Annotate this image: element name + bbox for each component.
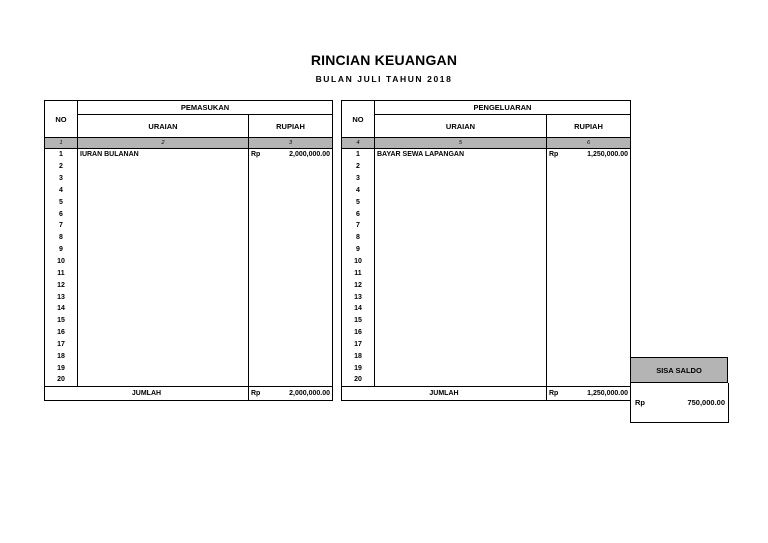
row-amount-cell [547,256,631,268]
row-description [375,350,547,362]
no-header: NO [45,101,78,138]
table-row [342,279,631,291]
row-description [78,291,249,303]
currency-label: Rp [549,151,559,159]
row-amount-cell [547,350,631,362]
row-description [375,374,547,386]
row-number: 19 [342,362,375,374]
table-row [45,267,333,279]
table-row [45,232,333,244]
total-amount: 1,250,000.00 [587,389,628,397]
row-amount-cell [547,315,631,327]
row-description [78,315,249,327]
row-amount-cell [547,267,631,279]
row-amount-cell [249,244,333,256]
row-amount-cell [249,161,333,173]
row-description [375,315,547,327]
table-row [342,256,631,268]
row-number: 11 [342,267,375,279]
row-number: 15 [45,315,78,327]
row-description [78,350,249,362]
row-description [78,267,249,279]
expense-section-header: PENGELUARAN [375,101,631,115]
row-amount-cell [547,149,631,161]
row-number: 2 [342,161,375,173]
table-row [342,327,631,339]
row-number: 19 [45,362,78,374]
row-number: 5 [342,196,375,208]
row-number: 17 [342,339,375,351]
row-number: 14 [342,303,375,315]
row-number: 3 [342,173,375,185]
row-description [78,208,249,220]
row-amount-cell [547,374,631,386]
row-description [375,267,547,279]
table-row [342,161,631,173]
row-number: 20 [45,374,78,386]
row-amount: 1,250,000.00 [587,151,628,159]
table-row [45,315,333,327]
row-number: 7 [45,220,78,232]
row-amount-cell [547,208,631,220]
income-table [44,100,333,401]
row-amount-cell [249,279,333,291]
column-index: 5 [375,138,547,149]
row-amount-cell [249,232,333,244]
table-row [45,303,333,315]
row-number: 17 [45,339,78,351]
row-number: 2 [45,161,78,173]
row-description [375,327,547,339]
balance-label: SISA SALDO [630,357,728,383]
row-amount-cell [249,256,333,268]
row-number: 10 [342,256,375,268]
column-index: 3 [249,138,333,149]
row-description [375,220,547,232]
row-number: 4 [45,185,78,197]
row-amount-cell [249,303,333,315]
row-number: 8 [342,232,375,244]
row-amount-cell [249,362,333,374]
row-amount-cell [249,185,333,197]
row-number: 12 [342,279,375,291]
table-row [45,350,333,362]
row-amount-cell [249,267,333,279]
currency-label: Rp [635,398,645,407]
table-row [342,315,631,327]
row-amount-cell [249,173,333,185]
table-row [45,196,333,208]
row-number: 10 [45,256,78,268]
row-amount-cell [547,362,631,374]
row-amount-cell [249,149,333,161]
row-description [375,362,547,374]
table-row [342,291,631,303]
row-amount-cell [249,327,333,339]
no-header: NO [342,101,375,138]
currency-label: Rp [251,151,261,159]
table-row [45,362,333,374]
page-subtitle: BULAN JULI TAHUN 2018 [315,74,453,84]
table-row [342,244,631,256]
row-number: 5 [45,196,78,208]
total-label: JUMLAH [45,386,249,400]
table-row [45,173,333,185]
row-description [78,374,249,386]
row-amount-cell [547,185,631,197]
row-description: BAYAR SEWA LAPANGAN [375,149,547,161]
row-number: 15 [342,315,375,327]
table-row [45,291,333,303]
income-rows [45,149,333,387]
row-amount-cell [547,244,631,256]
column-index: 6 [547,138,631,149]
row-number: 16 [45,327,78,339]
row-number: 1 [45,149,78,161]
row-amount-cell [547,327,631,339]
table-row [45,374,333,386]
balance-amount: 750,000.00 [687,398,725,407]
row-description [375,173,547,185]
row-number: 3 [45,173,78,185]
row-number: 4 [342,185,375,197]
row-description [375,291,547,303]
table-row [342,149,631,161]
row-number: 6 [342,208,375,220]
row-description [375,196,547,208]
row-description [78,327,249,339]
row-description [78,339,249,351]
row-amount: 2,000,000.00 [289,151,330,159]
row-description [375,161,547,173]
row-amount-cell [547,291,631,303]
row-number: 9 [342,244,375,256]
row-amount-cell [249,291,333,303]
row-number: 9 [45,244,78,256]
row-amount-cell [547,303,631,315]
table-row [45,244,333,256]
column-index: 1 [45,138,78,149]
row-amount-cell [547,232,631,244]
table-row [45,220,333,232]
table-row [342,196,631,208]
row-amount-cell [249,208,333,220]
row-description [78,220,249,232]
row-description [375,339,547,351]
row-number: 13 [342,291,375,303]
row-amount-cell [547,161,631,173]
table-row [342,267,631,279]
row-amount-cell [249,220,333,232]
row-number: 6 [45,208,78,220]
table-row [342,374,631,386]
row-amount-cell [249,315,333,327]
row-amount-cell [249,374,333,386]
table-row [342,208,631,220]
table-row [45,339,333,351]
row-description [375,303,547,315]
row-amount-cell [249,350,333,362]
row-amount-cell [249,196,333,208]
row-amount-cell [547,279,631,291]
row-description [78,303,249,315]
row-amount-cell [249,339,333,351]
table-row [342,362,631,374]
row-description [375,244,547,256]
table-row [342,350,631,362]
table-row [342,173,631,185]
column-index: 2 [78,138,249,149]
row-description [78,161,249,173]
balance-value-cell [630,383,729,423]
row-description [375,232,547,244]
table-row [45,327,333,339]
row-description [375,279,547,291]
table-row [342,232,631,244]
row-description [375,185,547,197]
row-number: 13 [45,291,78,303]
row-number: 14 [45,303,78,315]
total-amount: 2,000,000.00 [289,389,330,397]
row-description [375,256,547,268]
currency-label: Rp [251,389,261,397]
expense-table [341,100,631,401]
row-description [78,362,249,374]
row-number: 20 [342,374,375,386]
row-number: 12 [45,279,78,291]
row-amount-cell [547,220,631,232]
table-row [342,339,631,351]
row-description [78,196,249,208]
row-number: 7 [342,220,375,232]
income-section-header: PEMASUKAN [78,101,333,115]
table-row [45,149,333,161]
row-description [78,232,249,244]
row-description: IURAN BULANAN [78,149,249,161]
amount-header: RUPIAH [249,115,333,138]
row-description [78,244,249,256]
table-row [342,220,631,232]
currency-label: Rp [549,389,559,397]
desc-header: URAIAN [375,115,547,138]
table-row [45,279,333,291]
table-row [45,161,333,173]
row-amount-cell [547,196,631,208]
amount-header: RUPIAH [547,115,631,138]
row-number: 18 [342,350,375,362]
desc-header: URAIAN [78,115,249,138]
total-amount-cell [249,386,333,400]
table-row [342,303,631,315]
table-row [45,256,333,268]
row-number: 8 [45,232,78,244]
row-description [78,185,249,197]
total-amount-cell [547,386,631,400]
table-row [45,185,333,197]
row-number: 11 [45,267,78,279]
page-title: RINCIAN KEUANGAN [310,52,458,68]
row-number: 1 [342,149,375,161]
column-index: 4 [342,138,375,149]
total-label: JUMLAH [342,386,547,400]
row-number: 18 [45,350,78,362]
row-description [78,279,249,291]
row-number: 16 [342,327,375,339]
table-row [45,208,333,220]
row-description [78,256,249,268]
row-amount-cell [547,173,631,185]
row-amount-cell [547,339,631,351]
table-row [342,185,631,197]
expense-rows [342,149,631,387]
row-description [375,208,547,220]
row-description [78,173,249,185]
